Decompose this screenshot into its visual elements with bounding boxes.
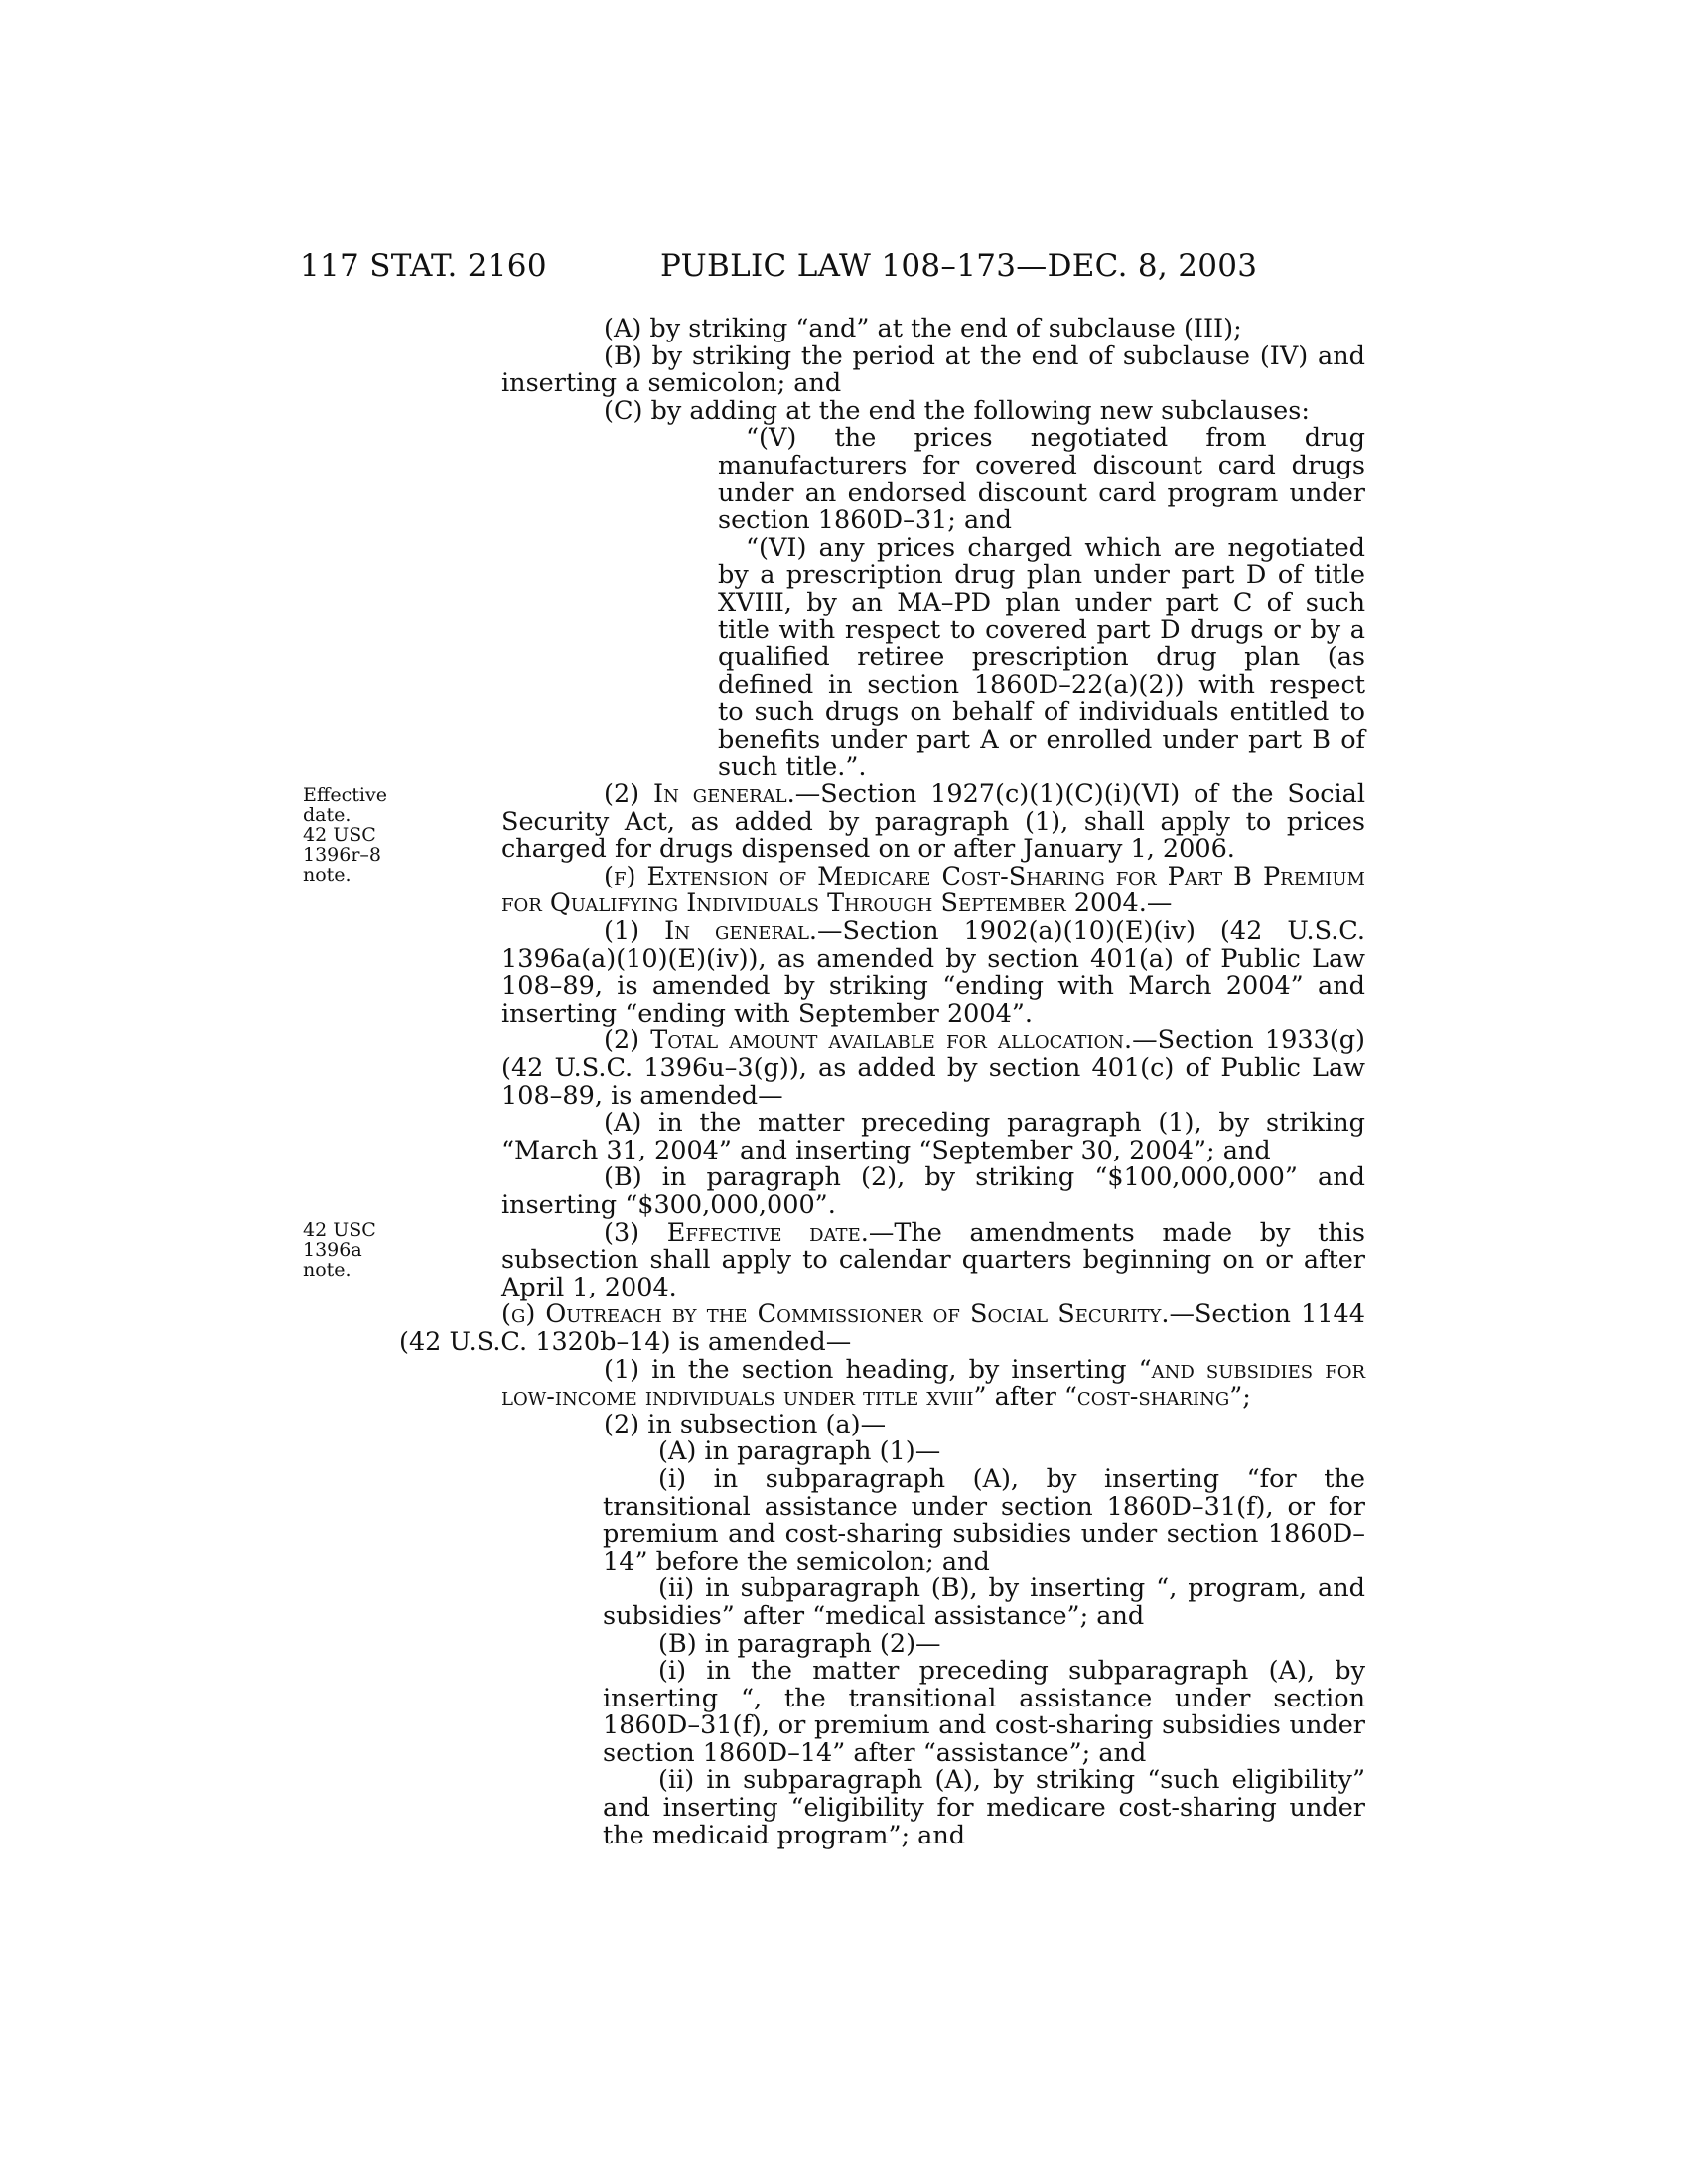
paragraph-heading: (2) Total amount available for allocation. — [604, 1025, 1133, 1056]
paragraph-text: (1) in the section heading, by inserting “ — [604, 1354, 1152, 1385]
subsection-body: —Section 1144 (42 U.S.C. 1320b–14) is amended— — [399, 1299, 1365, 1357]
margin-note-line: 42 USC 1396a — [303, 1219, 376, 1261]
paragraph-body: —Section 1927(c)(1)(C)(i)(VI) of the Social Security Act, as added by paragraph (1), shall apply to prices charged for drugs dispensed on or after January 1, 2006. — [501, 779, 1365, 865]
subsection-f-paragraph-2-a: (A) in the matter preceding paragraph (1), by striking “March 31, 2004” and inserting “September 30, 2004”; and — [501, 1108, 1365, 1165]
margin-note-effective-date — [303, 785, 432, 885]
subsection-heading: (g) Outreach by the Commissioner of Social Security. — [501, 1299, 1170, 1330]
paragraph-b-strike-period: (B) by striking the period at the end of subclause (IV) and inserting a semicolon; and — [501, 341, 1365, 399]
subsection-f-paragraph-1 — [501, 918, 1365, 1027]
margin-note-line: Effective date. — [303, 784, 387, 826]
margin-note-usc-1396a — [303, 1220, 432, 1280]
paragraph-c-add-subclauses: (C) by adding at the end the following new subclauses: — [604, 395, 1310, 426]
margin-note-line: note. — [303, 864, 352, 886]
paragraph-2-in-general — [501, 781, 1365, 864]
page-header — [0, 248, 1688, 288]
paragraph-body: —The amendments made by this subsection shall apply to calendar quarters beginning on or after April 1, 2004. — [501, 1217, 1365, 1302]
subclause-v: “(V) the prices negotiated from drug manufacturers for covered discount card drugs under an endorsed discount card program under section 1860D–31; and — [718, 423, 1365, 536]
margin-note-line: note. — [303, 1259, 352, 1281]
subsection-g-paragraph-2: (2) in subsection (a)— — [604, 1409, 887, 1439]
subsection-g-paragraph-1 — [447, 1354, 1366, 1413]
subsection-f-paragraph-3 — [501, 1217, 1365, 1302]
statute-body — [399, 314, 1366, 1850]
paragraph-text: ” after “ — [973, 1382, 1077, 1413]
subsection-g-paragraph-2-b-ii: (ii) in subparagraph (A), by striking “such eligibility” and inserting “eligibility for medicare cost-sharing under the medicaid program”; and — [603, 1765, 1365, 1850]
statute-page-number: 117 STAT. 2160 — [300, 248, 547, 284]
subsection-g-paragraph-2-a: (A) in paragraph (1)— — [658, 1436, 941, 1467]
paragraph-heading: (1) In general. — [604, 916, 818, 947]
subsection-dash: — — [1146, 888, 1173, 919]
paragraph-heading: (2) In general. — [604, 779, 795, 810]
paragraph-text: ”; — [1229, 1382, 1251, 1413]
subsection-f-heading — [501, 861, 1365, 919]
paragraph-heading: (3) Effective date. — [604, 1217, 869, 1248]
subsection-g-heading — [399, 1301, 1365, 1356]
inserted-heading-text: and subsidies for low-income individuals under title xviii — [501, 1354, 1366, 1413]
subsection-g-paragraph-2-a-i: (i) in subparagraph (A), by inserting “for the transitional assistance under section 1860D–31(f), or for premium and cost-sharing subsidies under section 1860D–14” before the semicolon; and — [603, 1463, 1365, 1576]
subclause-vi: “(VI) any prices charged which are negotiated by a prescription drug plan under part D of title XVIII, by an MA–PD plan under part C of such title with respect to covered part D drugs or by a qualified retiree prescription drug plan (as defined in section 1860D–22(a)(2)) with respect to such drugs on behalf of individuals entitled to benefits under part A or enrolled under part B of such title.”. — [718, 532, 1365, 782]
inserted-heading-text: cost-sharing — [1076, 1382, 1230, 1413]
subsection-g-paragraph-2-a-ii: (ii) in subparagraph (B), by inserting “, program, and subsidies” after “medical assistance”; and — [603, 1573, 1365, 1631]
margin-note-line: 42 USC 1396r–8 — [303, 824, 382, 866]
subsection-heading: (f) Extension of Medicare Cost-Sharing for Part B Premium for Qualifying Individuals Through September 2004. — [501, 861, 1365, 919]
paragraph-a-strike-and: (A) by striking “and” at the end of subclause (III); — [604, 314, 1242, 343]
subsection-g-paragraph-2-b: (B) in paragraph (2)— — [658, 1628, 941, 1659]
paragraph-body: —Section 1933(g) (42 U.S.C. 1396u–3(g)), as added by section 401(c) of Public Law 108–89, is amended— — [501, 1025, 1365, 1111]
paragraph-body: —Section 1902(a)(10)(E)(iv) (42 U.S.C. 1396a(a)(10)(E)(iv)), as amended by section 401(a) of Public Law 108–89, is amended by striking “ending with March 2004” and inserting “ending with September 2004”. — [501, 916, 1365, 1028]
subsection-f-paragraph-2 — [501, 1027, 1365, 1110]
subsection-g-paragraph-2-b-i: (i) in the matter preceding subparagraph (A), by inserting “, the transitional assistance under section 1860D–31(f), or premium and cost-sharing subsidies under section 1860D–14” after “assistance”; and — [603, 1656, 1365, 1768]
subsection-f-paragraph-2-b: (B) in paragraph (2), by striking “$100,000,000” and inserting “$300,000,000”. — [501, 1162, 1365, 1220]
public-law-title: PUBLIC LAW 108–173—DEC. 8, 2003 — [660, 248, 1258, 284]
